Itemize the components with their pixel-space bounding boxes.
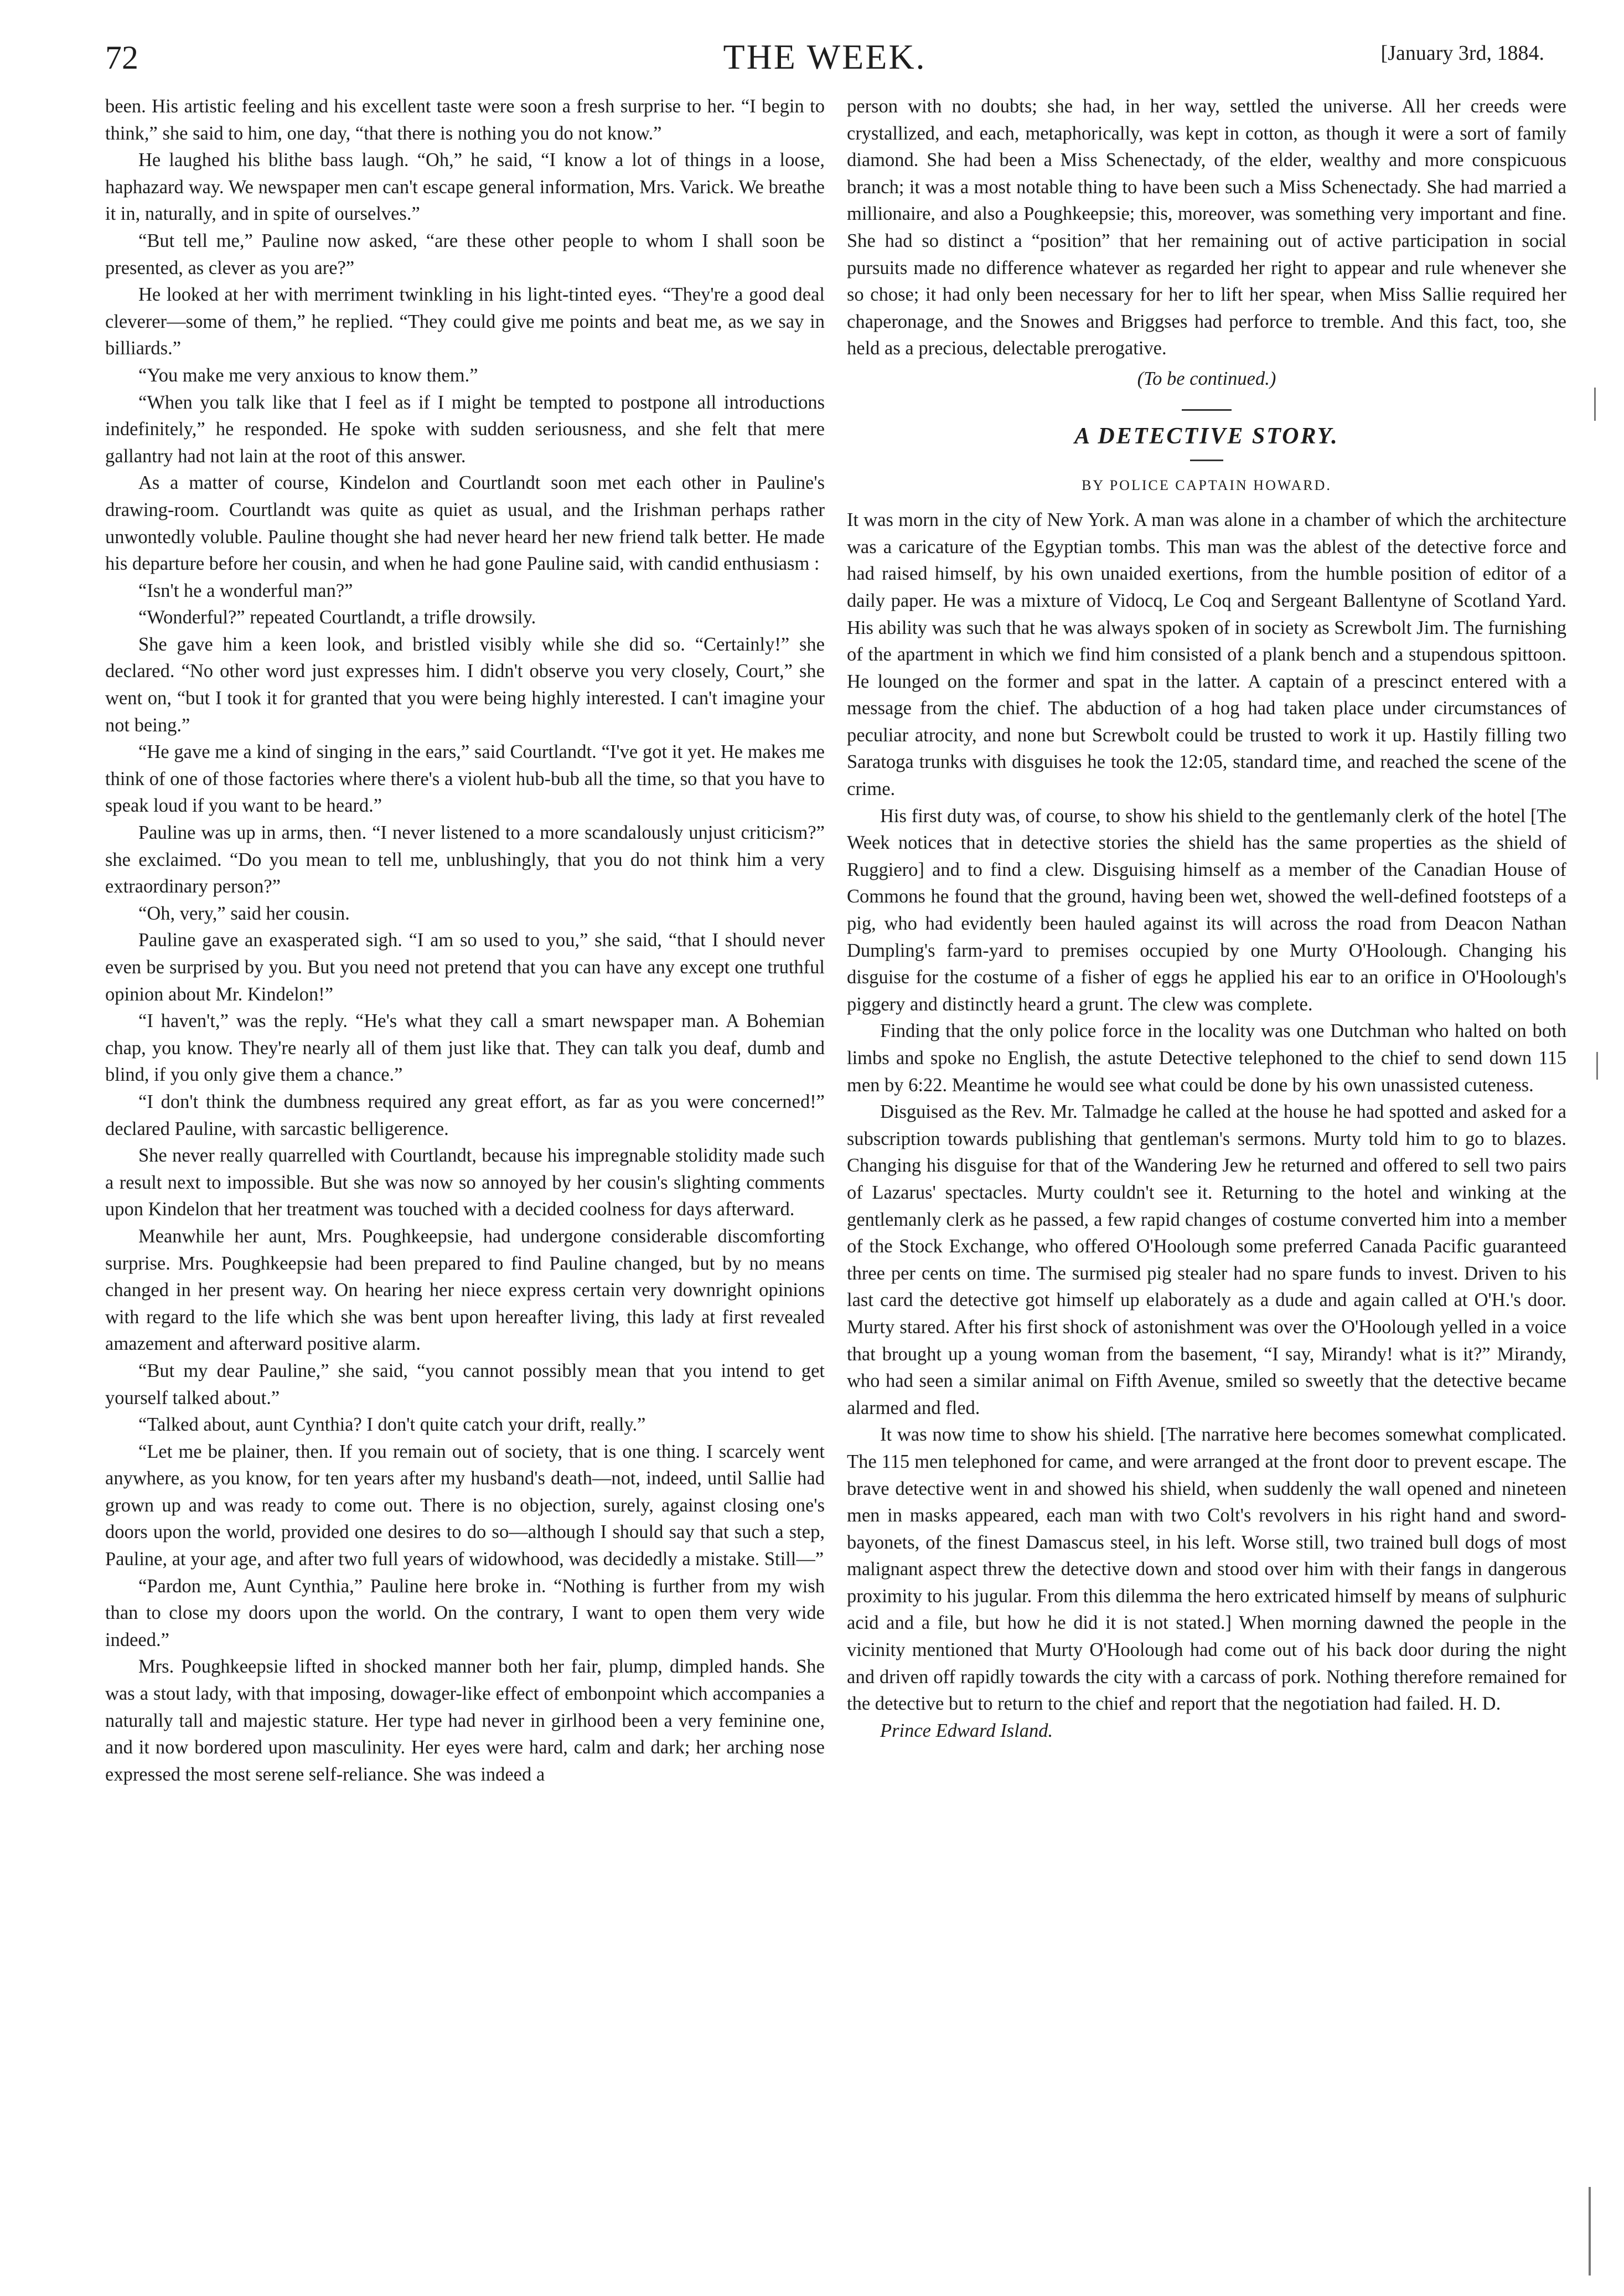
page-header	[105, 33, 1544, 94]
left-column	[105, 93, 825, 1788]
serial-paragraph: He looked at her with merriment twinkling in his light-tinted eyes. “They're a good deal cleverer—some of them,” he replied. “They could give me points and beat me, as we say in billiards.”	[105, 284, 825, 359]
serial-paragraph: As a matter of course, Kindelon and Courtlandt soon met each other in Pauline's drawing-room. Courtlandt was quite as quiet as usual, and the Irishman perhaps rather unwontedly voluble. Pauline thought she had never heard her new friend talk better. He made his departure before her cousin, and when he had gone Pauline said, with candid enthusiasm :	[105, 472, 825, 575]
story-place: Prince Edward Island.	[880, 1720, 1053, 1741]
story-byline: BY POLICE CAPTAIN HOWARD.	[1082, 477, 1332, 493]
to-be-continued: (To be continued.)	[1137, 368, 1276, 389]
story-paragraph: It was morn in the city of New York. A man was alone in a chamber of which the architecture was a caricature of the Egyptian tombs. This man was the ablest of the detective force and had raised himself, by his own unaided exertions, from the humble position of editor of a daily paper. He was a mixture of Vidocq, Le Coq and Sergeant Ballentyne of Scotland Yard. His ability was such that he was always spoken of in society as Screwbolt Jim. The furnishing of the apartment in which we find him consisted of a plank bench and a stupendous spittoon. He lounged on the former and spat in the latter. A captain of a prescinct entered with a message from the chief. The abduction of a hog had taken place under circumstances of peculiar atrocity, and none but Screwbolt could be trusted to work it up. Hastily filling two Saratoga trunks with disguises he took the 12:05, standard time, and reached the scene of the crime.	[847, 509, 1566, 800]
serial-paragraph: “Oh, very,” said her cousin.	[138, 902, 350, 924]
serial-paragraph: Pauline was up in arms, then. “I never listened to a more scandalously unjust criticism?” she exclaimed. “Do you mean to tell me, unblushingly, that you do not think him a very extraordinary person?”	[105, 822, 825, 897]
margin-mark	[1594, 388, 1596, 421]
serial-paragraph: “When you talk like that I feel as if I might be tempted to postpone all introductions indefinitely,” he responded. He spoke with sudden seriousness, and she felt that mere gallantry had not lain at the root of this answer.	[105, 391, 825, 467]
story-title: A DETECTIVE STORY.	[1074, 423, 1339, 449]
serial-paragraph: He laughed his blithe bass laugh. “Oh,” he said, “I know a lot of things in a loose, haphazard way. We newspaper men can't escape general information, Mrs. Varick. We breathe it in, naturally, and in spite of ourselves.”	[105, 149, 825, 225]
serial-paragraph: “But tell me,” Pauline now asked, “are these other people to whom I shall soon be presented, as clever as you are?”	[105, 230, 825, 278]
section-rule	[1182, 409, 1232, 411]
serial-paragraph: Pauline gave an exasperated sigh. “I am so used to you,” she said, “that I should never even be surprised by you. But you need not pretend that you can have any except one truthful opinion about Mr. Kindelon!”	[105, 930, 825, 1005]
serial-paragraph: been. His artistic feeling and his excellent taste were soon a fresh surprise to her. “I begin to think,” she said to him, one day, “that there is nothing you do not know.”	[105, 96, 825, 144]
serial-paragraph: “Isn't he a wonderful man?”	[138, 580, 353, 601]
issue-date: [January 3rd, 1884.	[1380, 42, 1544, 65]
title-rule	[1190, 460, 1223, 461]
story-paragraph: Disguised as the Rev. Mr. Talmadge he called at the house he had spotted and asked for a subscription towards publishing that gentleman's sermons. Murty told him to go to blazes. Changing his disguise for that of the Wandering Jew he returned and offered to sell two pairs of Lazarus' spectacles. Murty couldn't see it. Returning to the hotel and winking at the gentlemanly clerk as he passed, a few rapid changes of costume converted him into a member of the Stock Exchange, who offered O'Hoolough some preferred Canada Pacific guaranteed three per cents on time. The surmised pig stealer had no spare funds to invest. Driven to his last card the detective got himself up elaborately as a dude and again called at O'H.'s door. Murty stared. After his first shock of astonishment was over the O'Hoolough yelled in a voice that brought up a young woman from the basement, “I say, Mirandy! what is it?” Mirandy, who had seen a similar animal on Fifth Avenue, smiled so sweetly that the detective became alarmed and fled.	[847, 1101, 1566, 1418]
serial-paragraph: “Let me be plainer, then. If you remain out of society, that is one thing. I scarcely went anywhere, as you know, for ten years after my husband's death—not, indeed, until Sallie had grown up and was ready to come out. There is no objection, surely, against closing one's doors upon the world, provided one desires to do so—although I should say that such a step, Pauline, at your age, and after two full years of widowhood, was decidedly a mistake. Still—”	[105, 1441, 825, 1570]
serial-paragraph: “Wonderful?” repeated Courtlandt, a trifle drowsily.	[138, 607, 536, 628]
journal-title: THE WEEK.	[723, 37, 927, 76]
margin-mark	[1596, 1052, 1598, 1080]
story-paragraph: Finding that the only police force in the locality was one Dutchman who halted on both limbs and spoke no English, the astute Detective telephoned to the chief to send down 115 men by 6:22. Meantime he would see what could be done by his own unassisted cuteness.	[847, 1020, 1566, 1096]
margin-mark	[1589, 2187, 1591, 2276]
serial-paragraph: She never really quarrelled with Courtlandt, because his impregnable stolidity made such a result next to impossible. But she was now so annoyed by her cousin's slighting comments upon Kindelon that her treatment was touched with a decided coolness for days afterward.	[105, 1145, 825, 1220]
story-paragraph: His first duty was, of course, to show his shield to the gentlemanly clerk of the hotel [The Week notices that in detective stories the shield has the same properties as the shield of Ruggiero] and to find a clew. Disguising himself as a member of the Canadian House of Commons he found that the ground, having been wet, showed the well-defined footsteps of a pig, who had evidently been hauled against its will across the road from Deacon Nathan Dumpling's farm-yard to premises occupied by one Murty O'Hoolough. Changing his disguise for the costume of a fisher of eggs he applied his ear to an orifice in O'Hoolough's piggery and distinctly heard a grunt. The clew was complete.	[847, 805, 1566, 1015]
serial-paragraph: Mrs. Poughkeepsie lifted in shocked manner both her fair, plump, dimpled hands. She was a stout lady, with that imposing, dowager-like effect of embonpoint which accompanies a naturally tall and majestic stature. Her type had never in girlhood been a very feminine one, and it now bordered upon masculinity. Her eyes were hard, calm and dark; her arching nose expressed the most serene self-reliance. She was indeed a	[105, 1656, 825, 1785]
right-column	[847, 93, 1566, 1744]
page-number: 72	[105, 39, 138, 76]
serial-paragraph: “He gave me a kind of singing in the ears,” said Courtlandt. “I've got it yet. He makes me think of one of those factories where there's a violent hub-bub all the time, so that you have to speak loud if you want to be heard.”	[105, 741, 825, 817]
serial-paragraph: “I haven't,” was the reply. “He's what they call a smart newspaper man. A Bohemian chap, you know. They're nearly all of them just like that. They can talk you deaf, dumb and blind, if you only give them a chance.”	[105, 1010, 825, 1086]
story-paragraph: It was now time to show his shield. [The narrative here becomes somewhat complicated. The 115 men telephoned for came, and were arranged at the front door to prevent escape. The brave detective went in and showed his shield, when suddenly the wall opened and nineteen men in masks appeared, each man with two Colt's revolvers in his right hand and sword-bayonets, of the finest Damascus steel, in his left. Worse still, two trained bull dogs of most malignant aspect threw the detective down and stood over him with their fangs in dangerous proximity to his jugular. From this dilemma the hero extricated himself by means of sulphuric acid and a file, but how he did it is not stated.] When morning dawned the people in the vicinity mentioned that Murty O'Hoolough had come out of his back door during the night and driven off rapidly towards the city with a carcass of pork. Nothing therefore remained for the detective but to return to the chief and report that the negotiation had failed. H. D.	[847, 1424, 1566, 1715]
serial-paragraph: “Talked about, aunt Cynthia? I don't quite catch your drift, really.”	[138, 1414, 646, 1436]
serial-paragraph: “I don't think the dumbness required any great effort, as far as you were concerned!” declared Pauline, with sarcastic belligerence.	[105, 1091, 825, 1139]
serial-paragraph: She gave him a keen look, and bristled visibly while she did so. “Certainly!” she declared. “No other word just expresses him. I didn't observe you very closely, Court,” she went on, “but I took it for granted that you were being highly interested. I can't imagine your not being.”	[105, 633, 825, 736]
serial-paragraph: “Pardon me, Aunt Cynthia,” Pauline here broke in. “Nothing is further from my wish than to close my doors upon the world. On the contrary, I want to open them very wide indeed.”	[105, 1575, 825, 1650]
serial-paragraph: “You make me very anxious to know them.”	[138, 364, 478, 386]
serial-continuation: person with no doubts; she had, in her way, settled the universe. All her creeds were crystallized, and each, metaphorically, was kept in cotton, as though it were a sort of family diamond. She had been a Miss Schenectady, of the elder, wealthy and more conspicuous branch; it was a most notable thing to have been such a Miss Schenectady. She had married a millionaire, and also a Poughkeepsie; this, moreover, was something very important and fine. She had so distinct a “position” that her remaining out of active participation in social pursuits made no difference whatever as regarded her right to appear and rule whenever she so chose; it had only been necessary for her to lift her spear, when Miss Sallie required her chaperonage, and the Snowes and Briggses had perforce to tremble. And this fact, too, she held as a precious, delectable prerogative.	[847, 96, 1566, 359]
serial-paragraph: “But my dear Pauline,” she said, “you cannot possibly mean that you intend to get yourself talked about.”	[105, 1360, 825, 1408]
serial-paragraph: Meanwhile her aunt, Mrs. Poughkeepsie, had undergone considerable discomforting surprise. Mrs. Poughkeepsie had been prepared to find Pauline changed, but by no means changed in her present way. On hearing her niece express certain very downright opinions with regard to the life which she was bent upon hereafter living, this lady at first revealed amazement and afterward positive alarm.	[105, 1225, 825, 1355]
